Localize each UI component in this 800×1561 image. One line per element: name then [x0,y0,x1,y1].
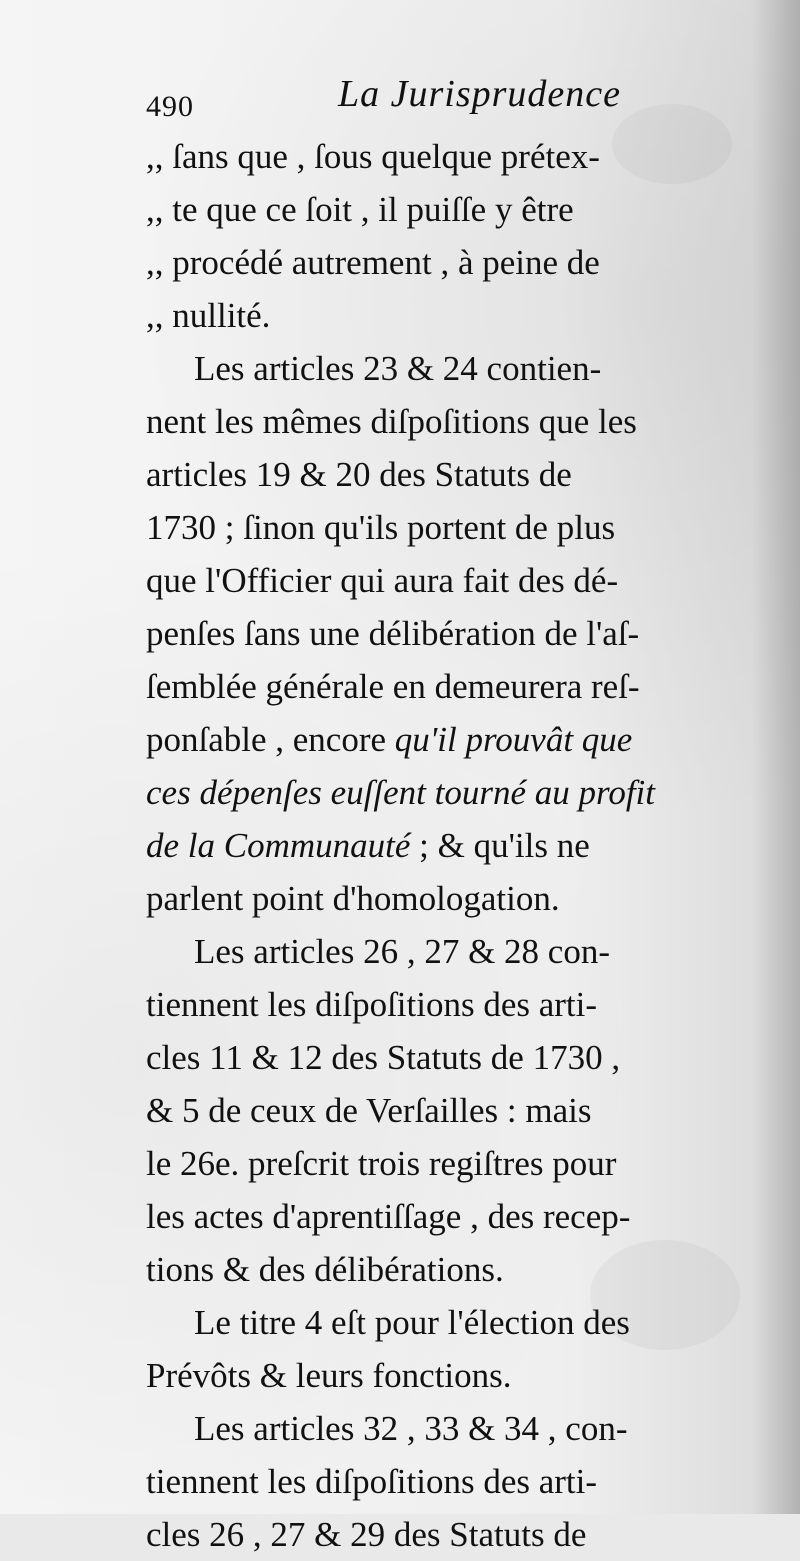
mixed-text-line [146,713,768,766]
text-line: penſes ſans une délibération de l'aſ- [146,614,640,653]
text-line: tions & des délibérations. [146,1250,504,1289]
text-line: articles 19 & 20 des Statuts de [146,455,572,494]
text-line: Prévôts & leurs fonctions. [146,1356,512,1395]
text-line: ,, nullité. [146,296,271,335]
text-line: ,, te que ce ſoit , il puiſſe y être [146,190,574,229]
paragraph-start: Les articles 32 , 33 & 34 , con- [194,1409,628,1448]
italic-text-fragment: de la Communauté [146,826,411,865]
text-line: ,, ſans que , ſous quelque prétex- [146,137,600,176]
page-text [146,130,768,1561]
text-line: ,, procédé autrement , à peine de [146,243,600,282]
text-line: tiennent les diſpoſitions des arti- [146,1462,598,1501]
text-line: & 5 de ceux de Verſailles : mais [146,1091,592,1130]
running-title: La Jurisprudence [338,73,622,115]
text-line: nent les mêmes diſpoſitions que les [146,402,637,441]
text-line: ſemblée générale en demeurera reſ- [146,667,640,706]
text-line: tiennent les diſpoſitions des arti- [146,985,598,1024]
text-fragment: ponſable , encore [146,720,387,759]
text-line: parlent point d'homologation. [146,879,560,918]
paragraph-start: Les articles 26 , 27 & 28 con- [194,932,611,971]
text-line: les actes d'aprentiſſage , des recep- [146,1197,631,1236]
text-line: cles 11 & 12 des Statuts de 1730 , [146,1038,621,1077]
italic-text-fragment: qu'il prouvât que [394,720,633,759]
text-fragment: ; & qu'ils ne [419,826,590,865]
text-line: que l'Officier qui aura fait des dé- [146,561,619,600]
text-line: 1730 ; ſinon qu'ils portent de plus [146,508,616,547]
paragraph-start: Le titre 4 eſt pour l'élection des [194,1303,630,1342]
text-line: le 26e. preſcrit trois regiſtres pour [146,1144,617,1183]
text-line: cles 26 , 27 & 29 des Statuts de [146,1515,587,1554]
page-number: 490 [146,90,194,123]
italic-text-line: ces dépenſes euſſent tourné au profit [146,773,656,812]
running-header [146,72,656,128]
mixed-text-line [146,819,768,872]
paragraph-start: Les articles 23 & 24 contien- [194,349,602,388]
